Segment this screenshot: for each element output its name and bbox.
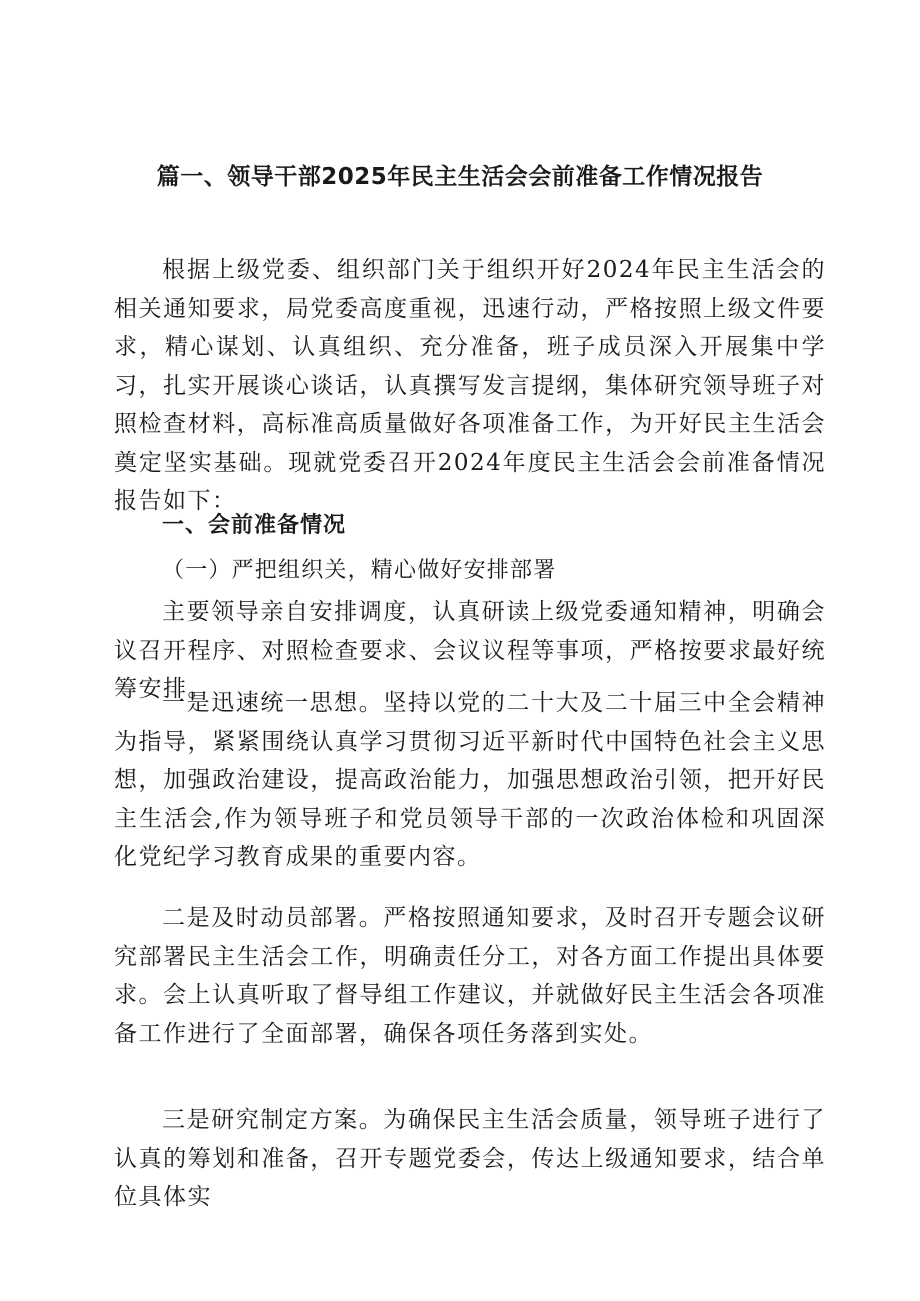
- paragraph-two: 二是及时动员部署。严格按照通知要求，及时召开专题会议研究部署民主生活会工作，明确责任分工，对各方面工作提出具体要求。会上认真听取了督导组工作建议，并就做好民主生活会各项准备工作进行了全面部署，确保各项任务落到实处。: [114, 905, 826, 1047]
- paragraph-three: 三是研究制定方案。为确保民主生活会质量，领导班子进行了认真的筹划和准备，召开专题党委会，传达上级通知要求，结合单位具体实: [114, 1107, 826, 1210]
- section-heading: 一、会前准备情况: [162, 513, 347, 538]
- paragraph-intro: 根据上级党委、组织部门关于组织开好2024年民主生活会的相关通知要求，局党委高度重视，迅速行动，严格按照上级文件要求，精心谋划、认真组织、充分准备，班子成员深入开展集中学习，扎实开展谈心谈话，认真撰写发言提纲，集体研究领导班子对照检查材料，高标准高质量做好各项准备工作，为开好民主生活会奠定坚实基础。现就党委召开2024年度民主生活会会前准备情况报告如下：: [114, 257, 826, 514]
- subsection-heading: （一）严把组织关，精心做好安排部署: [162, 558, 557, 583]
- document-title: 篇一、领导干部2025年民主生活会会前准备工作情况报告: [156, 164, 764, 190]
- paragraph-main: 主要领导亲自安排调度，认真研读上级党委通知精神，明确会议召开程序、对照检查要求、会议议程等事项，严格按要求最好统筹安排。: [114, 599, 826, 702]
- paragraph-one: 一是迅速统一思想。坚持以党的二十大及二十届三中全会精神为指导，紧紧围绕认真学习贯彻习近平新时代中国特色社会主义思想，加强政治建设，提高政治能力，加强思想政治引领，把开好民主生活会,作为领导班子和党员领导干部的一次政治体检和巩固深化党纪学习教育成果的重要内容。: [114, 690, 826, 870]
